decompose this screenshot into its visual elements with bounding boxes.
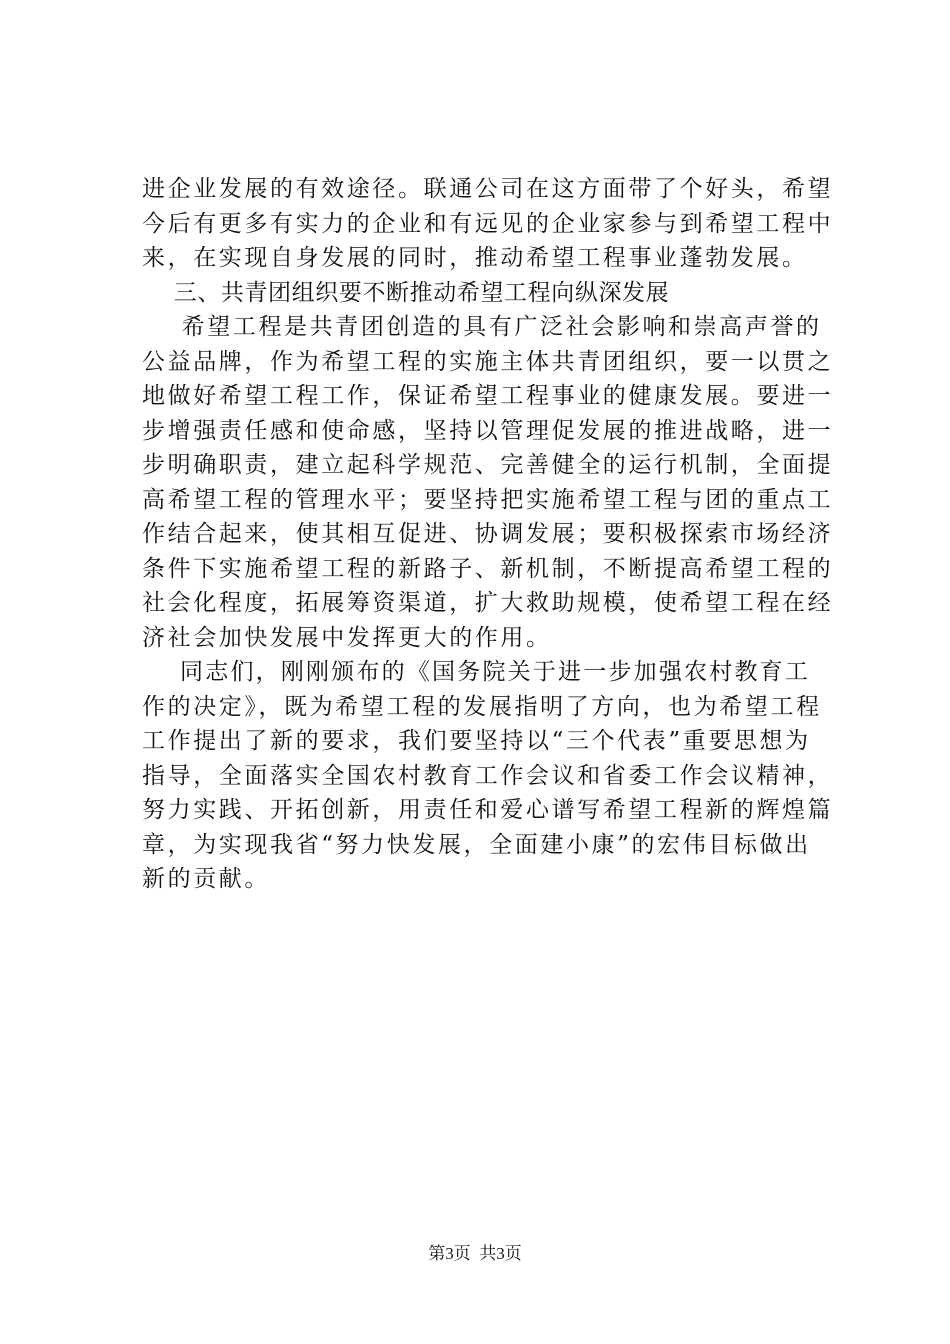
body-line: 公益品牌，作为希望工程的实施主体共青团组织，要一以贯之: [142, 348, 834, 375]
document-body: [142, 172, 842, 897]
body-line: 今后有更多有实力的企业和有远见的企业家参与到希望工程中: [142, 210, 834, 237]
body-line: 作的决定》，既为希望工程的发展指明了方向，也为希望工程: [142, 693, 822, 720]
body-line: 工作提出了新的要求，我们要坚持以“三个代表”重要思想为: [142, 728, 811, 754]
body-line: 条件下实施希望工程的新路子、新机制，不断提高希望工程的: [142, 555, 834, 582]
body-line: 济社会加快发展中发挥更大的作用。: [142, 624, 552, 651]
body-line: 新的贡献。: [142, 866, 270, 892]
body-line: 高希望工程的管理水平；要坚持把实施希望工程与团的重点工: [142, 486, 834, 513]
body-line: 社会化程度，拓展筹资渠道，扩大救助规模，使希望工程在经: [142, 590, 834, 616]
section-heading: 三、共青团组织要不断推动希望工程向纵深发展: [142, 279, 670, 306]
body-line: 步明确职责，建立起科学规范、完善健全的运行机制，全面提: [142, 452, 834, 478]
body-line: 步增强责任感和使命感，坚持以管理促发展的推进战略，进一: [142, 417, 834, 444]
body-line: 指导，全面落实全国农村教育工作会议和省委工作会议精神，: [142, 762, 834, 789]
body-line: 同志们，刚刚颁布的《国务院关于进一步加强农村教育工: [142, 659, 811, 685]
body-line: 进企业发展的有效途径。联通公司在这方面带了个好头，希望: [142, 176, 834, 202]
body-line: 希望工程是共青团创造的具有广泛社会影响和崇高声誉的: [142, 314, 822, 340]
body-line: 来，在实现自身发展的同时，推动希望工程事业蓬勃发展。: [142, 245, 808, 271]
body-line: 作结合起来，使其相互促进、协调发展；要积极探索市场经济: [142, 521, 834, 547]
body-line: 地做好希望工程工作，保证希望工程事业的健康发展。要进一: [142, 383, 834, 409]
page-footer: 第3页 共3页: [428, 1244, 522, 1263]
body-line: 努力实践、开拓创新，用责任和爱心谱写希望工程新的辉煌篇: [142, 797, 834, 823]
body-line: 章，为实现我省“努力快发展，全面建小康”的宏伟目标做出: [142, 831, 811, 858]
